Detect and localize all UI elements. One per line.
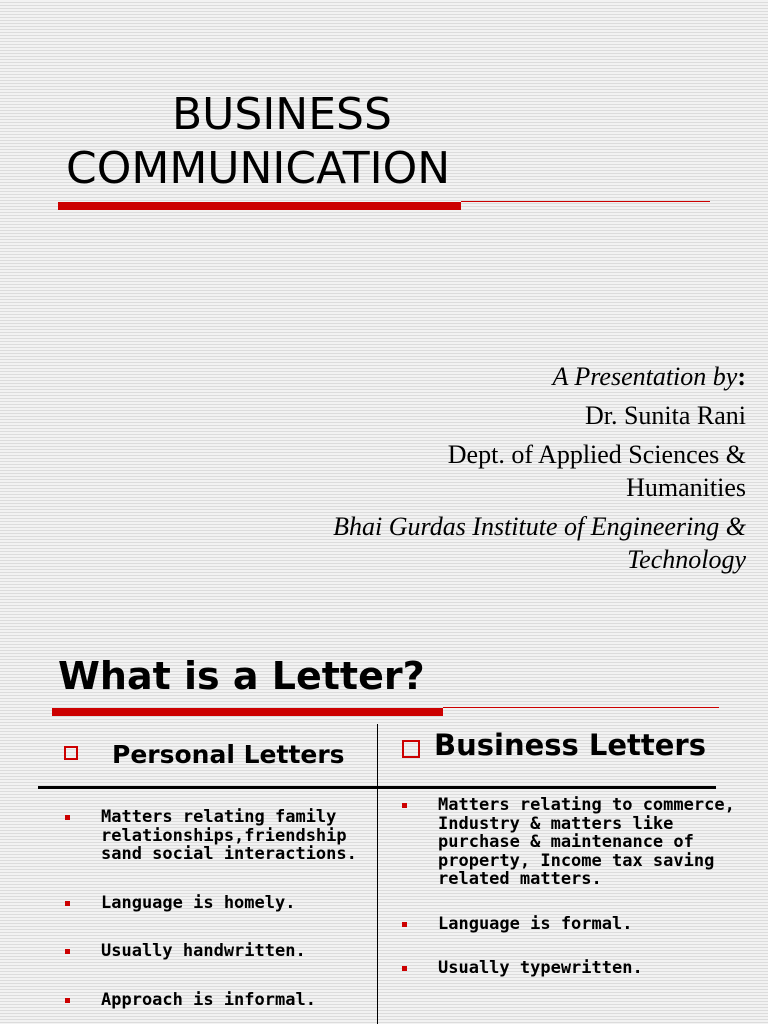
bullet-icon: [65, 815, 70, 820]
list-item: [65, 894, 370, 913]
department-line-2: Humanities: [626, 473, 746, 502]
list-item: [402, 796, 742, 889]
list-item: [402, 915, 742, 934]
list-item-text: Usually typewritten.: [438, 958, 643, 978]
header-divider-left: [38, 786, 377, 789]
bullet-icon: [402, 803, 407, 808]
list-item: [65, 808, 370, 864]
list-item-text: Matters relating to commerce, Industry & matters like purchase & maintenance of property, Income tax saving related matters.: [438, 795, 735, 889]
department-line-1: Dept. of Applied Sciences &: [447, 440, 746, 469]
bullet-icon: [65, 901, 70, 906]
presenter-label: A Presentation by: [552, 362, 738, 391]
checkbox-icon: [64, 746, 78, 760]
presenter-name: Dr. Sunita Rani: [584, 401, 746, 430]
title-line-1: BUSINESS: [172, 89, 392, 140]
institute-line-1: Bhai Gurdas Institute of Engineering &: [333, 512, 746, 541]
personal-letters-header: [64, 740, 345, 769]
title-line-2: COMMUNICATION: [66, 143, 451, 194]
bullet-icon: [402, 966, 407, 971]
list-item-text: Usually handwritten.: [101, 941, 306, 961]
personal-letters-list: [65, 808, 370, 1009]
personal-letters-heading: Personal Letters: [112, 740, 345, 769]
slide-title: [66, 88, 450, 196]
list-item-text: Language is formal.: [438, 913, 633, 934]
list-item-text: Matters relating family relationships,friendship sand social interactions.: [101, 807, 357, 864]
business-letters-list: [402, 796, 742, 978]
checkbox-icon: [402, 740, 420, 758]
header-divider-right: [378, 786, 716, 789]
institute-line-2: Technology: [627, 545, 746, 574]
presenter-label-line: [186, 360, 746, 393]
list-item: [65, 991, 370, 1010]
presenter-label-colon: :: [737, 362, 746, 391]
column-divider: [377, 724, 378, 1024]
list-item-text: Approach is informal.: [101, 989, 316, 1010]
title-underline-thin: [443, 707, 719, 708]
title-underline-thick: [58, 202, 461, 210]
presenter-info: [186, 360, 746, 576]
slide-title: What is a Letter?: [58, 654, 425, 698]
business-letters-heading: Business Letters: [434, 728, 706, 762]
letter-types-slide: [0, 636, 768, 1024]
bullet-icon: [402, 922, 407, 927]
bullet-icon: [65, 998, 70, 1003]
list-item: [402, 959, 742, 978]
list-item: [65, 942, 370, 961]
list-item-text: Language is homely.: [101, 892, 296, 913]
title-underline-thin: [461, 201, 710, 202]
business-letters-header: [402, 730, 742, 760]
bullet-icon: [65, 949, 70, 954]
title-underline-thick: [52, 708, 443, 716]
